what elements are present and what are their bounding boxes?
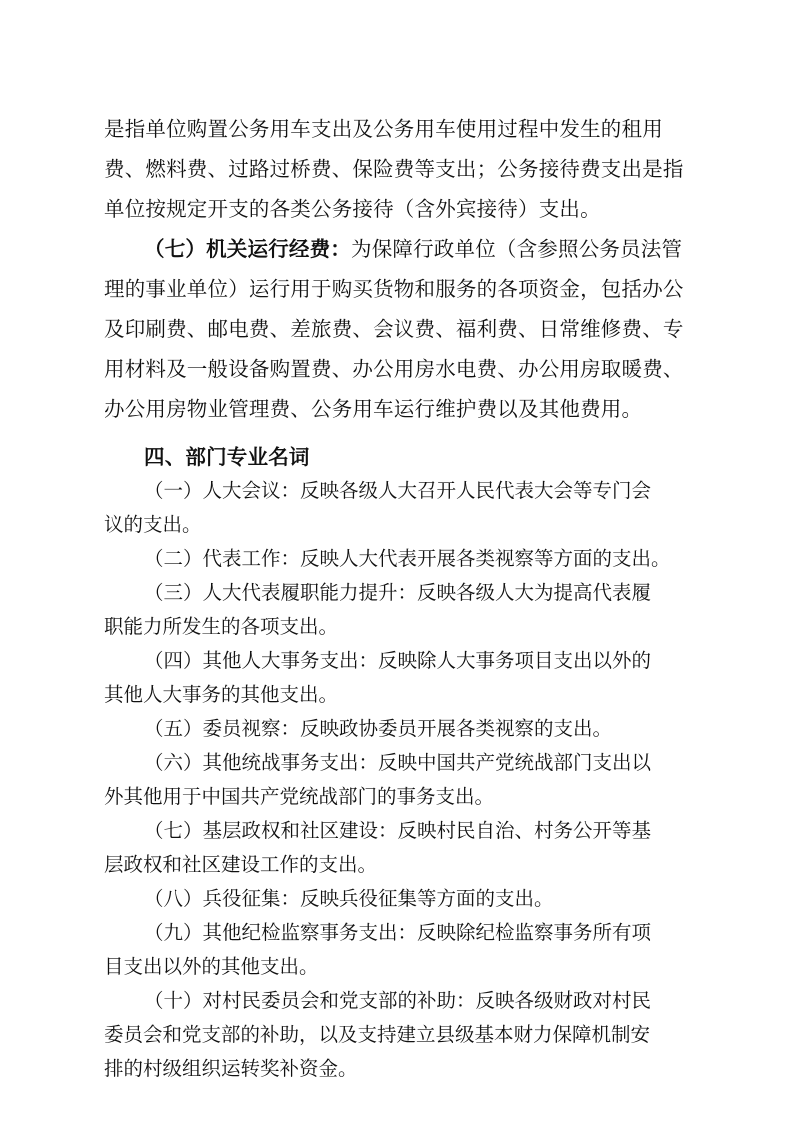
list-item: （七）基层政权和社区建设：反映村民自治、村务公开等基	[144, 819, 652, 842]
list-item-cont: 外其他用于中国共产党统战部门的事务支出。	[104, 785, 495, 808]
paragraph-line	[144, 235, 682, 263]
list-item-cont: 其他人大事务的其他支出。	[104, 683, 339, 706]
list-item: （五）委员视察：反映政协委员开展各类视察的支出。	[144, 717, 613, 740]
paragraph-line: 办公用房物业管理费、公务用车运行维护费以及其他费用。	[104, 397, 643, 421]
paragraph-line: 及印刷费、邮电费、差旅费、会议费、福利费、日常维修费、专	[104, 317, 684, 341]
paragraph-line: 理的事业单位）运行用于购买货物和服务的各项资金，包括办公	[104, 277, 684, 301]
list-item: （二）代表工作：反映人大代表开展各类视察等方面的支出。	[144, 547, 671, 570]
list-item-cont: 目支出以外的其他支出。	[104, 955, 319, 978]
list-item-cont: 议的支出。	[104, 513, 202, 536]
section-heading: 四、部门专业名词	[144, 445, 310, 469]
list-item-cont: 排的村级组织运转奖补资金。	[104, 1057, 358, 1080]
list-item-cont: 委员会和党支部的补助，以及支持建立县级基本财力保障机制安	[104, 1023, 651, 1046]
list-item: （八）兵役征集：反映兵役征集等方面的支出。	[144, 887, 554, 910]
list-item: （十）对村民委员会和党支部的补助：反映各级财政对村民	[144, 989, 652, 1012]
list-item: （三）人大代表履职能力提升：反映各级人大为提高代表履	[144, 581, 652, 604]
list-item: （一）人大会议：反映各级人大召开人民代表大会等专门会	[144, 479, 652, 502]
list-item-cont: 职能力所发生的各项支出。	[104, 615, 339, 638]
list-item: （九）其他纪检监察事务支出：反映除纪检监察事务所有项	[144, 921, 652, 944]
term-definition: 为保障行政单位（含参照公务员法管	[351, 237, 683, 261]
paragraph-line: 用材料及一般设备购置费、办公用房水电费、办公用房取暖费、	[104, 357, 684, 381]
list-item: （四）其他人大事务支出：反映除人大事务项目支出以外的	[144, 649, 652, 672]
paragraph-line: 是指单位购置公务用车支出及公务用车使用过程中发生的租用	[104, 117, 663, 141]
paragraph-line: 单位按规定开支的各类公务接待（含外宾接待）支出。	[104, 197, 601, 221]
list-item-cont: 层政权和社区建设工作的支出。	[104, 853, 378, 876]
paragraph-line: 费、燃料费、过路过桥费、保险费等支出；公务接待费支出是指	[104, 157, 684, 181]
term-label: （七）机关运行经费：	[144, 237, 351, 261]
list-item: （六）其他统战事务支出：反映中国共产党统战部门支出以	[144, 751, 652, 774]
